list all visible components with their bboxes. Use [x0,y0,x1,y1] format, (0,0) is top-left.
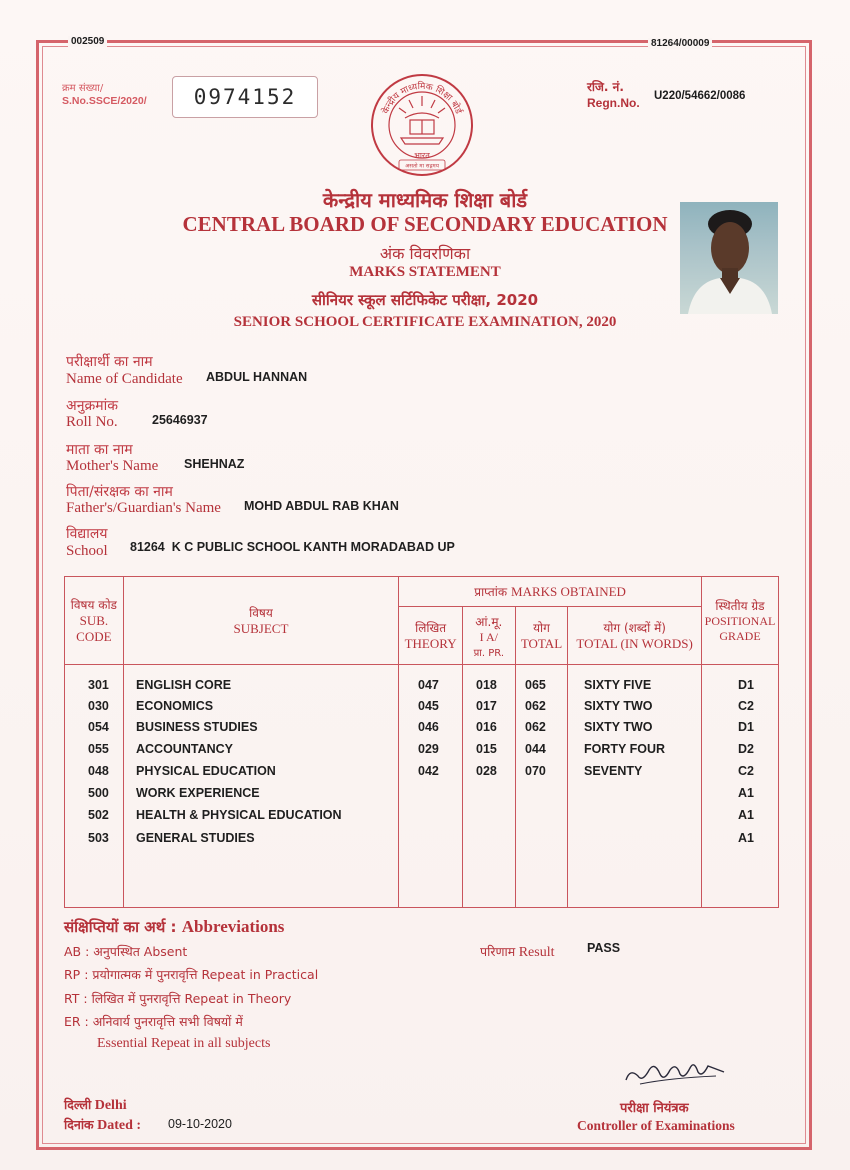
theory-marks: 045 [418,699,439,713]
header-ia-pr: आं.मू. I A/ प्रा. PR. [463,607,516,665]
roll-label-en: Roll No. [66,414,118,430]
board-name-en: CENTRAL BOARD OF SECONDARY EDUCATION [182,212,668,236]
regn-label-hi: रजि. नं. [587,80,624,94]
total-in-words: FORTY FOUR [584,742,666,756]
cbse-emblem-icon [369,72,475,178]
subject-name: ECONOMICS [136,699,214,713]
emblem-motto: असतो मा सद्गमय [405,163,439,170]
father-label-en: Father's/Guardian's Name [66,500,221,516]
place: दिल्ली Delhi [64,1097,127,1113]
school-label-en: School [66,543,108,559]
subject-name: WORK EXPERIENCE [136,786,260,800]
name-label-en: Name of Candidate [66,371,183,387]
positional-grade: A1 [738,808,754,822]
controller-title-hi: परीक्षा नियंत्रक [620,1101,689,1116]
total-in-words: SIXTY TWO [584,699,653,713]
subject-name: BUSINESS STUDIES [136,720,258,734]
subject-code: 301 [88,678,109,692]
abbreviations-heading: संक्षिप्तियों का अर्थ : Abbreviations [64,917,285,936]
total-marks: 070 [525,764,546,778]
mother-label-en: Mother's Name [66,458,159,474]
exam-title-en: SENIOR SCHOOL CERTIFICATE EXAMINATION, 2020 [233,314,617,330]
positional-grade: C2 [738,764,754,778]
school-name: 81264 K C PUBLIC SCHOOL KANTH MORADABAD UP [130,540,455,554]
statement-title-hi: अंक विवरणिका [379,244,471,263]
header-sub-code: विषय कोड SUB. CODE [65,577,124,665]
total-marks: 065 [525,678,546,692]
serial-number-box [172,76,318,118]
subject-code: 503 [88,831,109,845]
subject-code: 055 [88,742,109,756]
subject-name: ENGLISH CORE [136,678,232,692]
emblem-text-bottom: भारत [414,151,430,160]
header-marks-obtained: प्राप्तांक MARKS OBTAINED [399,577,702,607]
candidate-name: ABDUL HANNAN [206,370,308,384]
ia-marks: 018 [476,678,497,692]
subject-code: 030 [88,699,109,713]
father-name: MOHD ABDUL RAB KHAN [244,499,399,513]
subject-code: 500 [88,786,109,800]
positional-grade: D1 [738,678,754,692]
ia-marks: 016 [476,720,497,734]
ia-marks: 028 [476,764,497,778]
controller-title-en: Controller of Examinations [577,1118,735,1133]
controller-signature [620,1050,730,1096]
mother-label-hi: माता का नाम [66,442,133,458]
total-marks: 062 [525,720,546,734]
abbr-er-en: Essential Repeat in all subjects [97,1036,271,1051]
abbr-rp: RP : प्रयोगात्मक में पुनरावृत्ति Repeat in Practical [64,967,319,982]
candidate-photo [680,202,778,314]
theory-marks: 047 [418,678,439,692]
abbr-er: ER : अनिवार्य पुनरावृत्ति सभी विषयों में [64,1014,243,1029]
header-subject: विषय SUBJECT [123,577,398,665]
subject-code: 048 [88,764,109,778]
result-label: परिणाम Result [480,944,555,960]
subject-code: 502 [88,808,109,822]
ia-marks: 015 [476,742,497,756]
total-in-words: SIXTY FIVE [584,678,652,692]
header-theory: लिखित THEORY [399,607,463,665]
father-label-hi: पिता/संरक्षक का नाम [66,484,173,500]
top-left-code: 002509 [68,36,107,47]
school-label-hi: विद्यालय [66,526,108,542]
serial-number: 0974152 [193,85,297,109]
positional-grade: A1 [738,831,754,845]
theory-marks: 046 [418,720,439,734]
ia-marks: 017 [476,699,497,713]
statement-title-en: MARKS STATEMENT [349,264,501,280]
theory-marks: 042 [418,764,439,778]
subject-name: PHYSICAL EDUCATION [136,764,276,778]
total-in-words: SEVENTY [584,764,643,778]
total-in-words: SIXTY TWO [584,720,653,734]
subject-name: GENERAL STUDIES [136,831,255,845]
header-total: योग TOTAL [515,607,568,665]
abbr-rt: RT : लिखित में पुनरावृत्ति Repeat in Theory [64,991,292,1006]
date-label: दिनांक Dated : [64,1117,142,1133]
serial-label-en: S.No.SSCE/2020/ [62,95,147,107]
regn-label-en: Regn.No. [587,96,640,110]
date-value: 09-10-2020 [168,1117,232,1131]
regn-number: U220/54662/0086 [654,90,746,102]
board-name-hi: केन्द्रीय माध्यमिक शिक्षा बोर्ड [322,188,528,212]
header-positional-grade: स्थितीय ग्रेड POSITIONAL GRADE [701,577,778,665]
total-marks: 044 [525,742,546,756]
roll-number: 25646937 [152,413,208,427]
theory-marks: 029 [418,742,439,756]
positional-grade: D1 [738,720,754,734]
subject-code: 054 [88,720,109,734]
abbr-ab: AB : अनुपस्थित Absent [64,944,188,959]
total-marks: 062 [525,699,546,713]
positional-grade: D2 [738,742,754,756]
mother-name: SHEHNAZ [184,457,245,471]
header-total-words: योग (शब्दों में) TOTAL (IN WORDS) [568,607,702,665]
positional-grade: A1 [738,786,754,800]
exam-title-hi: सीनियर स्कूल सर्टिफिकेट परीक्षा, 2020 [311,291,539,309]
subject-name: ACCOUNTANCY [136,742,233,756]
positional-grade: C2 [738,699,754,713]
serial-label-hi: क्रम संख्या/ [62,83,104,94]
emblem-text-top: केन्द्रीय माध्यमिक शिक्षा बोर्ड [381,81,463,116]
subject-name: HEALTH & PHYSICAL EDUCATION [136,808,342,822]
roll-label-hi: अनुक्रमांक [66,398,118,414]
name-label-hi: परीक्षार्थी का नाम [66,354,153,370]
result-value: PASS [587,941,621,955]
top-right-code: 81264/00009 [648,38,712,49]
